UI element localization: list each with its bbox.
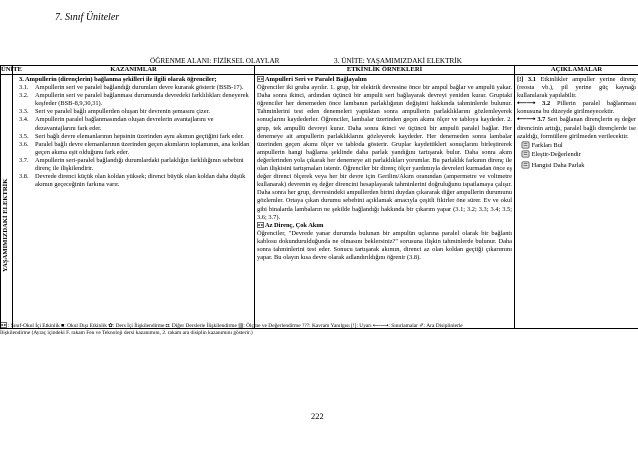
- activity-2-text: Öğrenciler, "Devrede yanar durumda bulunan bir ampulün uçlarına paralel olarak bir bağlantı kablosu dokundurulduğunda ne olmasını beklersiniz?" sorusuna ilişkin tahminlerde bulunur. Daha sonra tahminlerini test eder. Sonucu tartışarak akımın, direnci az olan koldan geçtiği çıkarımını yapar. Bu olayın kısa devre olarak adlandırıldığını öğrenir (3.8).: [257, 229, 512, 262]
- curriculum-table: [0, 65, 638, 329]
- kazanim-heading-text: Ampullerin (dirençlerin) bağlanma şekilleri ile ilgili olarak öğrenciler;: [25, 76, 217, 83]
- kazanim-item: [19, 173, 252, 189]
- activity-1-title-row: [257, 76, 512, 84]
- explanation-3-text: Seri bağlanan dirençlerin eş değer direncinin arttığı, paralel bağlı dirençlerde ise azaldığı, formüllere girilmeden verilecektir.: [517, 116, 636, 140]
- scroll-icon: [521, 141, 530, 149]
- kazanim-item-text: Ampullerin seri-paralel bağlandığı durumlardaki parlaklığın farklılığının sebebini direnç ile ilişkilendirir.: [35, 156, 244, 173]
- header-activities: ETKİNLİK ÖRNEKLERİ: [255, 66, 515, 75]
- learning-area-title: ÖĞRENME ALANI: FİZİKSEL OLAYLAR: [150, 57, 280, 65]
- kazanim-list: [19, 84, 252, 189]
- explanation-3-num: 3.7: [537, 116, 546, 124]
- page-header: 7. Sınıf Üniteler: [55, 12, 120, 23]
- activity-1: [257, 76, 512, 222]
- explanation-2-text: Pillerin paralel bağlanması konusuna bu düzeyde girilmeyecektir.: [517, 100, 636, 116]
- page-number: 222: [311, 411, 324, 421]
- kazanim-item-num: 3.2.: [19, 92, 29, 100]
- kazanim-item-text: Ampullerin seri ve paralel bağlanması durumunda devredeki farklılıkları deneyerek keşfeder (BSB-8,9,30,31).: [35, 92, 249, 108]
- assessment-item-3-label: Hangisi Daha Parlak: [531, 161, 585, 169]
- header-explanations: AÇIKLAMALAR: [515, 66, 638, 75]
- kazanim-item-text: Seri bağlı devre elemanlarının hepsinin üzerinden aynı akımın geçtiğini fark eder.: [35, 132, 244, 140]
- kazanim-heading: [19, 76, 252, 84]
- explanations-cell: [515, 75, 638, 329]
- limitation-icon: ⟵⟶: [517, 100, 536, 108]
- header-kazanimlar: KAZANIMLAR: [13, 66, 255, 75]
- scroll-icon: [521, 150, 530, 158]
- header-unit: ÜNİTE: [1, 66, 22, 73]
- classroom-icon: [257, 76, 264, 82]
- kazanim-item: [19, 108, 252, 116]
- scroll-icon: [521, 161, 530, 169]
- kazanim-item-num: 3.1.: [19, 84, 29, 92]
- kazanim-item-text: Ampullerin paralel bağlanmasından oluşan devrelerin avantajlarını ve dezavantajlarını fark eder.: [35, 116, 214, 132]
- limitation-icon: ⟵⟶: [517, 116, 536, 124]
- kazanim-item: [19, 141, 252, 157]
- activity-1-title: Ampulleri Seri ve Paralel Bağlayalım: [265, 76, 367, 83]
- legend-line-1-text: : Sınıf-Okul İçi Etkinlik ■: Okul Dışı Etkinlik ✿: Ders İçi İlişkilendirme ◘: Diğer Derslerle İlişkilendirme ▥: Ölçme ve Değerlendirme ???: Kavram Yanılgısı [!]: Uyarı ⟵⟶: Sınırlamalar ✐: Ara Disiplinlerle: [8, 323, 463, 329]
- unit-cell: [1, 75, 13, 329]
- kazanim-heading-num: 3.: [19, 76, 24, 83]
- kazanim-item-num: 3.6.: [19, 140, 29, 148]
- kazanim-item: [19, 84, 252, 92]
- explanation-1-num: 3.1: [527, 76, 536, 83]
- kazanim-item: [19, 116, 252, 132]
- kazanim-item-text: Seri ve paralel bağlı ampullerden oluşan bir devrenin şemasını çizer.: [35, 108, 210, 116]
- legend-line-2: İlişkilendirme (Ayraç içindeki F. rakam Fen ve Teknoloji dersi kazanımını, 2. rakam ara disiplin kazanımını gösterir.): [0, 330, 253, 336]
- legend-footnote: [0, 322, 638, 337]
- unit-name-vertical: YAŞAMIMIZDAKİ ELEKTRİK: [2, 178, 9, 272]
- kazanim-item-num: 3.7.: [19, 156, 29, 164]
- kazanimlar-cell: [13, 75, 255, 329]
- kazanim-item: [19, 133, 252, 141]
- classroom-icon: [0, 322, 7, 328]
- legend-line-1: [0, 322, 638, 330]
- activity-1-text: Öğrenciler iki gruba ayrılır. 1. grup, bir elektrik devresine önce bir ampul bağlar ve ampulü yakar. Daha sonra ikinci, ardından üçüncü bir ampulü seri bağlayarak devreyi yeniden kurar. Gruptaki öğrenciler her denemeden önce lambanın parlaklığının değişimi hakkında tahminlerde bulunur. Tahminlerini test eden denemeleri yaptıktan sonra ampullerin parlaklıklarını gözlemleyerek sonuçlarını kaydederler. Öğrenciler, lambalar üzerinden geçen akımı ölçer ve tabloya kaydeder. 2. grup, tek ampullü devreyi kurar. Daha sonra ikinci ve üçüncü bir ampulü paralel bağlar. Her denemeye ait ampullerin parlaklıklarını gözleyerek kaydeder. Her denemeden sonra lambalar üzerinden geçen akımı ölçer ve tabloda gösterir. Gruplar kaydettikleri sonuçlarını birleştirerek ampullerin hangi bağlama şeklinde daha parlak yandığını tartışarak bulur. Daha sonra akım değerlerinden yola çıkarak her denemeye ait parlaklıkları yorumlar. Bu parlaklık farkının direnç ile olan ilişkisini tartışmaları istenir. Öğrenciler bir direnç ölçer yardımıyla devreleri kurmadan önce eş değer direnci ölçerek veya her bir devre için Gerilim/Akım oranından (ampermetre ve voltmetre kullanarak) devrenin eş değer direncini hesaplayarak tahminlerini doğruluğunu ispatlamaya çalışır. Daha sonra her grup, devresindeki ampullerden birini duydan çıkararak diğer ampullerin durumunu gözlemler. Ortaya çıkan durumu sebebini açıklamak amacıyla çeşitli fikirler öne sürer. Ev ve okul gibi binalarda lambaların ne şekilde bağlandığı hakkında bir çıkarım yapar (3.1; 3.2; 3.3; 3.4; 3.5; 3.6; 3.7).: [257, 84, 513, 221]
- activity-2-title-row: [257, 222, 512, 230]
- assessment-item-1: [521, 141, 636, 150]
- kazanim-item-num: 3.8.: [19, 173, 29, 181]
- activities-cell: [255, 75, 515, 329]
- kazanim-item: [19, 92, 252, 108]
- assessment-item-3: [521, 161, 636, 170]
- assessment-item-2-label: Eleştir-Değerlendir: [531, 150, 581, 158]
- kazanim-item-text: Devrede direnci küçük olan koldan yüksek; direnci büyük olan koldan daha düşük akımın geçeceğinin farkına varır.: [35, 173, 246, 189]
- warning-icon: [!]: [517, 76, 524, 83]
- kazanim-item-text: Paralel bağlı devre elemanlarının üzerinden geçen akımların toplamının, ana koldan geçen akıma eşit olduğunu fark eder.: [35, 140, 250, 156]
- table-header-row: [1, 66, 638, 75]
- explanation-1: [517, 76, 636, 100]
- activity-2: [257, 222, 512, 262]
- explanation-3: [517, 116, 636, 140]
- assessment-item-1-label: Farkları Bul: [531, 141, 563, 149]
- assessment-item-2: [521, 150, 636, 159]
- kazanim-item-num: 3.5.: [19, 132, 29, 140]
- activity-2-title: Az Direnç, Çok Akım: [265, 221, 324, 229]
- explanation-1-text: Etkinlikler ampuller yerine direnç (reosta vb.), pil yerine güç kaynağı kullanılarak yapılabilir.: [517, 76, 636, 100]
- explanation-2-num: 3.2: [542, 100, 551, 108]
- kazanim-item-num: 3.3.: [19, 108, 29, 116]
- table-row: [1, 75, 638, 329]
- explanation-2: [517, 100, 636, 116]
- kazanim-item: [19, 157, 252, 173]
- kazanim-item-text: Ampullerin seri ve paralel bağlandığı durumları devre kurarak gösterir (BSB-17).: [35, 84, 244, 92]
- kazanim-item-num: 3.4.: [19, 116, 29, 124]
- classroom-icon: [257, 222, 264, 228]
- unit-title: 3. ÜNİTE: YAŞAMIMIZDAKİ ELEKTRİK: [334, 57, 462, 65]
